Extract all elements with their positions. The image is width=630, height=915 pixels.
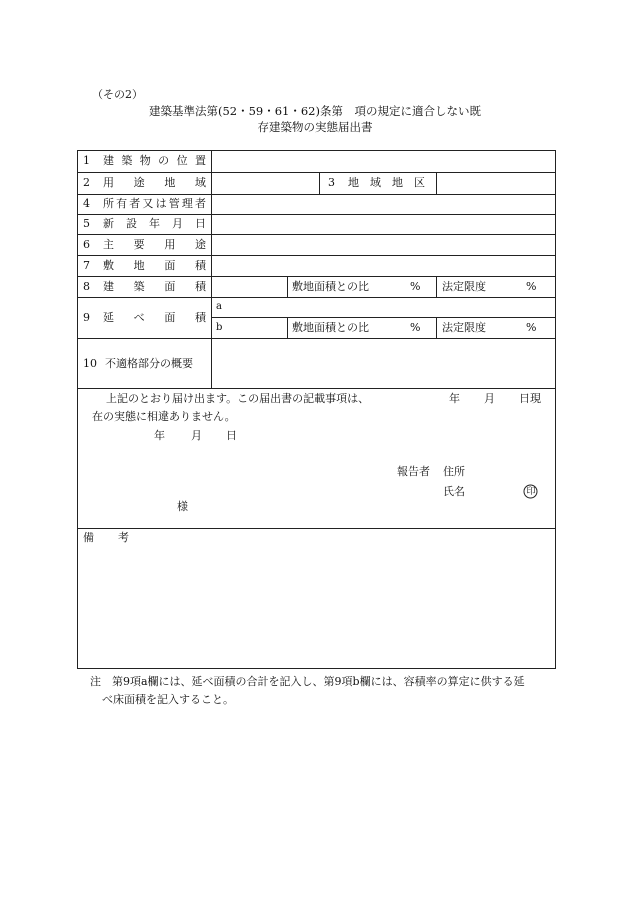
declaration-line1: 上記のとおり届け出ます。この届出書の記載事項は、: [106, 392, 370, 405]
row2-number: 2: [83, 176, 90, 189]
row9-number: 9: [83, 311, 90, 324]
date-day: 日: [226, 429, 237, 442]
row7-label: 敷 地 面 積: [103, 259, 206, 272]
remarks-label-2: 考: [118, 531, 129, 544]
date-month: 月: [191, 429, 202, 442]
row4-number: 4: [83, 197, 90, 210]
row8-limit-percent: %: [526, 280, 537, 293]
declaration-month: 月: [484, 392, 495, 405]
form-title-line2: 存建築物の実態届出書: [257, 120, 373, 134]
row2-label: 用 途 地 域: [103, 176, 206, 189]
address-label: 住所: [443, 465, 465, 478]
row8-number: 8: [83, 280, 90, 293]
footnote-line1: 注 第9項a欄には、延べ面積の合計を記入し、第9項b欄には、容積率の算定に供する延: [90, 675, 525, 688]
form-number: （その2）: [92, 88, 143, 101]
row4-label: 所 有 者 又 は 管 理 者: [103, 197, 206, 210]
row1-label: 建 築 物 の 位 置: [103, 154, 206, 167]
row1-number: 1: [83, 154, 90, 167]
row5-label: 新 設 年 月 日: [103, 217, 206, 230]
row9-a-label: a: [216, 301, 222, 312]
row8-ratio-percent: %: [410, 280, 421, 293]
row9-b-label: b: [216, 322, 223, 333]
seal-mark: 印: [526, 487, 536, 497]
row8-limit-label: 法定限度: [442, 280, 486, 293]
row6-number: 6: [83, 238, 90, 251]
row9-limit-label: 法定限度: [442, 321, 486, 334]
form-title-line1: 建築基準法第(52・59・61・62)条第 項の規定に適合しない既: [148, 104, 481, 118]
declaration-line2: 在の実態に相違ありません。: [92, 410, 236, 423]
row3-label: 地 域 地 区: [348, 176, 425, 189]
row8-ratio-label: 敷地面積との比: [292, 280, 369, 293]
name-label: 氏名: [443, 485, 465, 498]
remarks-label-1: 備: [83, 531, 94, 544]
row3-number: 3: [328, 176, 335, 189]
row10-label: 不適格部分の概要: [105, 357, 193, 370]
row9-ratio-percent: %: [410, 321, 421, 334]
row9-limit-percent: %: [526, 321, 537, 334]
footnote-line2: べ床面積を記入すること。: [102, 693, 234, 706]
row9-label: 延 べ 面 積: [103, 311, 206, 324]
row6-label: 主 要 用 途: [103, 238, 206, 251]
row8-label: 建 築 面 積: [103, 280, 206, 293]
reporter-label: 報告者: [397, 465, 430, 478]
row7-number: 7: [83, 259, 90, 272]
recipient-sama: 様: [177, 500, 188, 513]
row10-number: 10: [83, 357, 97, 370]
row5-number: 5: [83, 217, 90, 230]
row9-ratio-label: 敷地面積との比: [292, 321, 369, 334]
declaration-day-current: 日現: [519, 392, 541, 405]
declaration-year: 年: [449, 392, 460, 405]
date-year: 年: [154, 429, 165, 442]
